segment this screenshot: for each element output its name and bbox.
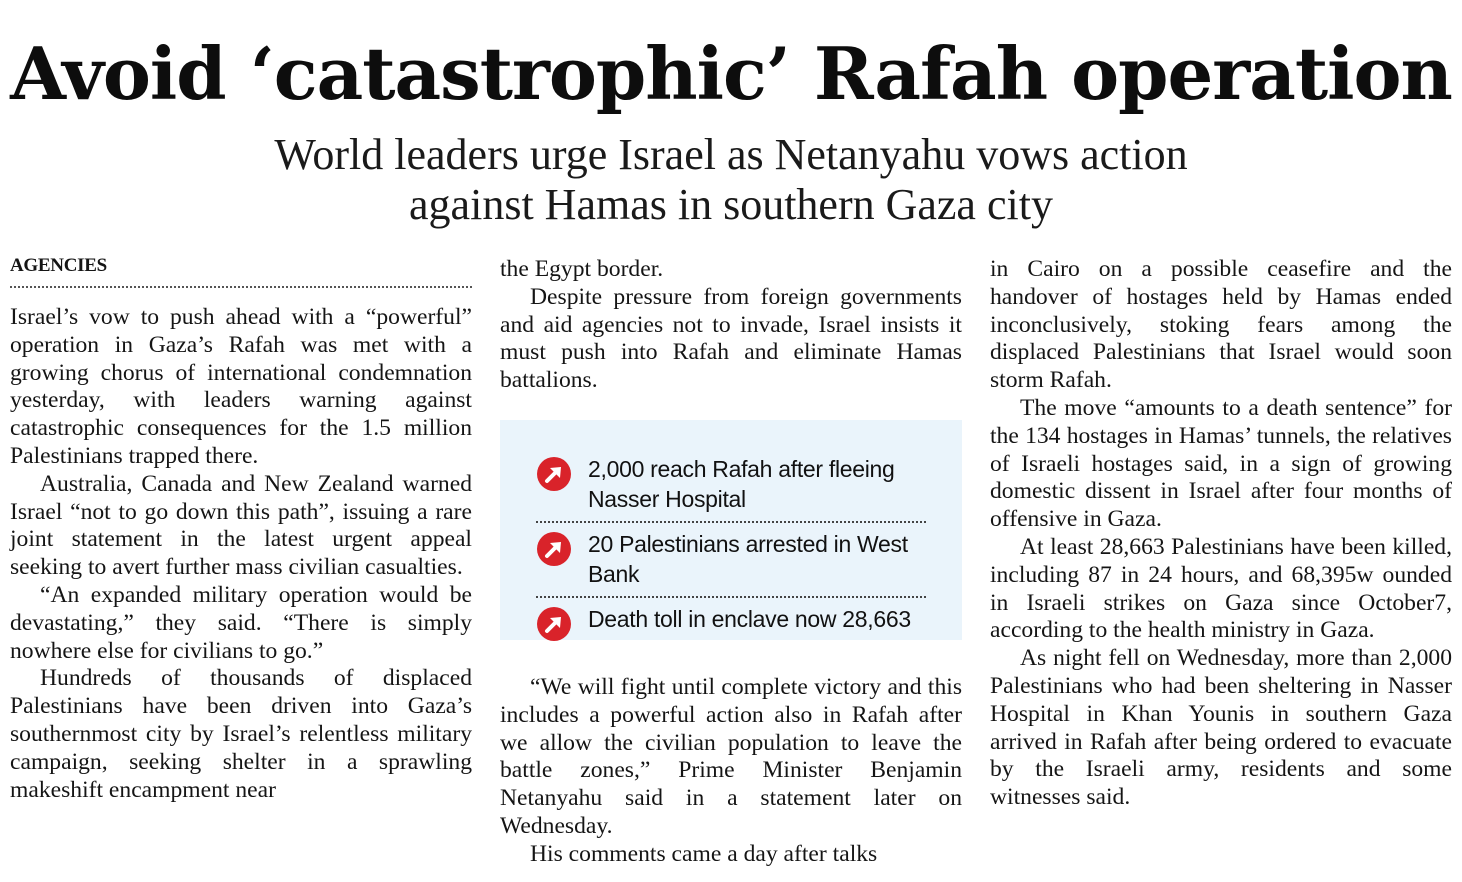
paragraph: “We will fight until complete victory and this includes a powerful action also in Rafah after we allow the civilian population to leave the battle zones,” Prime Minister Benjamin Netanyahu said in a statement later on Wednesday.	[500, 674, 962, 839]
article-column-2-bottom	[500, 674, 962, 869]
paragraph: The move “amounts to a death sentence” for the 134 hostages in Hamas’ tunnels, the relatives of Israeli hostages said, in a sign of growing domestic dissent in Israel after four months of offensive in Gaza.	[990, 394, 1452, 533]
article-column-3	[990, 256, 1452, 812]
paragraph: His comments came a day after talks	[530, 840, 878, 867]
subheadline-line-1: World leaders urge Israel as Netanyahu vows action	[274, 130, 1188, 179]
headline: Avoid ‘catastrophic’ Rafah operation	[10, 31, 1452, 116]
subheadline-line-2: against Hamas in southern Gaza city	[409, 180, 1053, 229]
article-column-1	[10, 256, 472, 804]
paragraph: the Egypt border.	[500, 256, 664, 282]
fact-item	[536, 598, 926, 649]
paragraph: At least 28,663 Palestinians have been killed, including 87 in 24 hours, and 68,395w ounded in Israeli strikes on Gaza since October7, according to the health ministry in Gaza.	[990, 533, 1452, 644]
column-1-body	[10, 304, 472, 804]
paragraph: in Cairo on a possible ceasefire and the handover of hostages held by Hamas ended inconclusively, stoking fears among the displaced Palestinians that Israel would soon storm Rafah.	[990, 256, 1452, 394]
fact-text	[588, 454, 895, 514]
subheadline	[0, 130, 1462, 230]
byline: AGENCIES	[10, 256, 472, 288]
paragraph: “An expanded military operation would be devastating,” they said. “There is simply nowhere else for civilians to go.”	[10, 581, 472, 664]
arrow-circle-icon	[536, 531, 572, 567]
fact-box	[500, 420, 962, 640]
arrow-circle-icon	[536, 456, 572, 492]
arrow-circle-icon	[536, 606, 572, 642]
fact-item	[536, 523, 926, 598]
paragraph: As night fell on Wednesday, more than 2,000 Palestinians who had been sheltering in Nasser Hospital in Khan Younis in southern Gaza arrived in Rafah after being ordered to evacuate by the Israeli army, residents and some witnesses said.	[990, 645, 1452, 811]
fact-line: 20 Palestinians arrested in West Bank	[588, 531, 908, 587]
fact-text	[588, 529, 926, 589]
fact-line: 2,000 reach Rafah after fleeing	[588, 456, 895, 482]
fact-item	[536, 448, 926, 523]
article-column-2-top	[500, 256, 962, 395]
paragraph: Australia, Canada and New Zealand warned Israel “not to go down this path”, issuing a rare joint statement in the latest urgent appeal seeking to avert further mass civilian casualties.	[10, 470, 472, 581]
paragraph: Hundreds of thousands of displaced Palestinians have been driven into Gaza’s southernmost city by Israel’s relentless military campaign, seeking shelter in a sprawling makeshift encampment near	[10, 665, 472, 803]
paragraph: Despite pressure from foreign governments and aid agencies not to invade, Israel insists it must push into Rafah and eliminate Hamas battalions.	[500, 283, 962, 394]
fact-text	[588, 604, 911, 634]
fact-line: Nasser Hospital	[588, 486, 746, 512]
fact-line: Death toll in enclave now 28,663	[588, 606, 911, 632]
paragraph: Israel’s vow to push ahead with a “powerful” operation in Gaza’s Rafah was met with a growing chorus of international condemnation yesterday, with leaders warning against catastrophic consequences for the 1.5 million Palestinians trapped there.	[10, 304, 472, 469]
